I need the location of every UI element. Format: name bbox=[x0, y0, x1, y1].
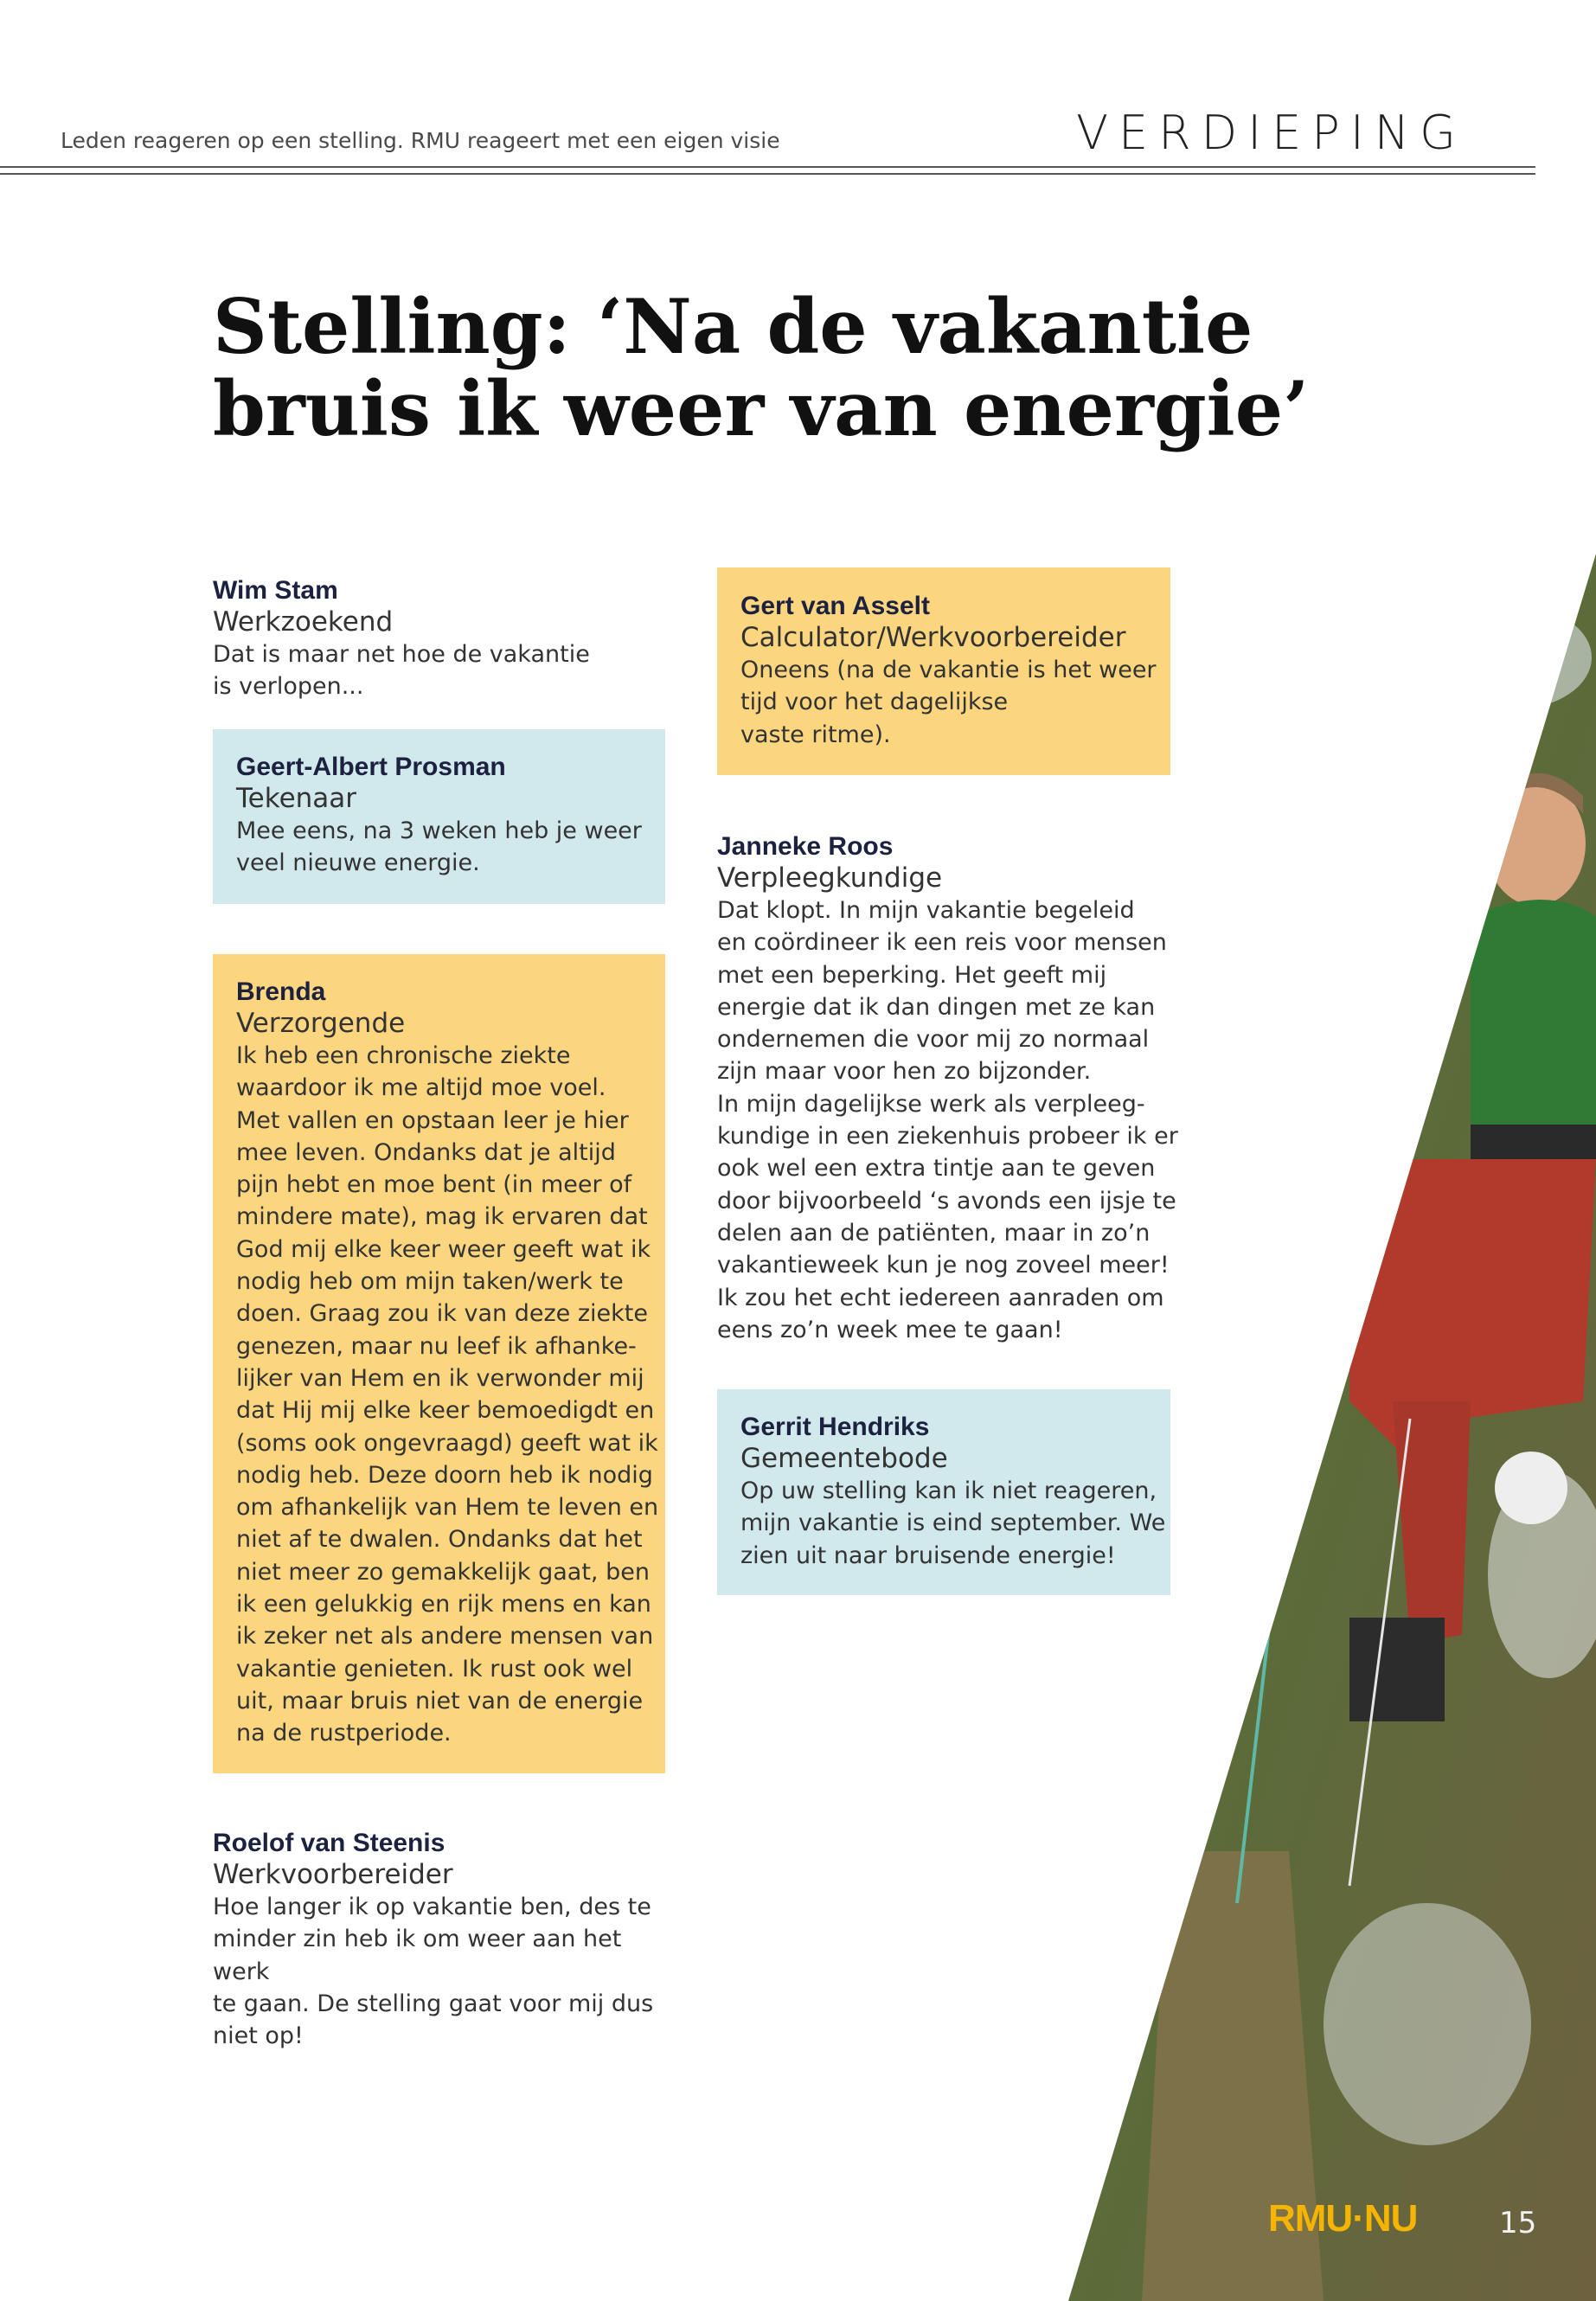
respondent-role: Werkvoorbereider bbox=[213, 1859, 453, 1890]
page-title: Stelling: ‘Na de vakantie bruis ik weer van energie’ bbox=[213, 282, 1310, 453]
respondent-name: Roelof van Steenis bbox=[213, 1829, 445, 1857]
respondent-name: Janneke Roos bbox=[717, 832, 894, 861]
response-text: Dat klopt. In mijn vakantie begeleid en coördineer ik een reis voor mensen met een beperking. Het geeft mij energie dat ik dan dingen met ze kan ondernemen die voor mij zo normaal zijn maar voor hen zo bijzonder. In mijn dagelijkse werk als verpleeg- kundige in een ziekenhuis probeer ik er ook wel een extra tintje aan te geven door bijvoorbeeld ‘s avonds een ijsje te delen aan de patiënten, maar in zo’n vakantieweek kun je nog zoveel meer! Ik zou het echt iedereen aanraden om eens zo’n week mee te gaan! bbox=[717, 897, 1178, 1343]
response-text: Oneens (na de vakantie is het weer tijd voor het dagelijkse vaste ritme). bbox=[740, 657, 1157, 748]
respondent-role: Werkzoekend bbox=[213, 606, 394, 638]
header-rule-top bbox=[0, 166, 1535, 168]
response-text: Dat is maar net hoe de vakantie is verlopen... bbox=[213, 641, 590, 701]
response-text: Op uw stelling kan ik niet reageren, mijn vakantie is eind september. We zien uit naar bruisende energie! bbox=[740, 1477, 1166, 1569]
respondent-role: Calculator/Werkvoorbereider bbox=[740, 622, 1126, 653]
respondent-name: Geert-Albert Prosman bbox=[236, 753, 506, 781]
running-header-subtitle: Leden reageren op een stelling. RMU reageert met een eigen visie bbox=[61, 128, 780, 153]
response-text: Ik heb een chronische ziekte waardoor ik me altijd moe voel. Met vallen en opstaan leer je hier mee leven. Ondanks dat je altijd pijn hebt en moe bent (in meer of mindere mate), mag ik ervaren dat God mij elke keer weer geeft wat ik nodig heb om mijn taken/werk te doen. Graag zou ik van deze ziekte genezen, maar nu leef ik afhanke- lijker van Hem en ik verwonder mij dat Hij mij elke keer bemoedigdt en (soms ook ongevraagd) geeft wat ik nodig heb. Deze doorn heb ik nodig om afhankelijk van Hem te leven en niet af te dwalen. Ondanks dat het niet meer zo gemakkelijk gaat, ben ik een gelukkig en rijk mens en kan ik zeker net als andere mensen van vakantie genieten. Ik rust ook wel uit, maar bruis niet van de energie na de rustperiode. bbox=[236, 1042, 659, 1747]
response-wim-stam bbox=[213, 574, 663, 703]
page-number: 15 bbox=[1499, 2206, 1537, 2240]
response-brenda bbox=[213, 954, 665, 1773]
respondent-name: Gerrit Hendriks bbox=[740, 1413, 930, 1441]
respondent-role: Verzorgende bbox=[236, 1008, 406, 1039]
respondent-role: Gemeentebode bbox=[740, 1443, 948, 1474]
section-label: VERDIEPING bbox=[1076, 106, 1466, 160]
response-roelof-van-steenis bbox=[213, 1827, 680, 2052]
respondent-name: Brenda bbox=[236, 977, 326, 1006]
response-geert-albert-prosman bbox=[213, 729, 665, 904]
response-text: Hoe langer ik op vakantie ben, des te minder zin heb ik om weer aan het werk te gaan. De stelling gaat voor mij dus niet op! bbox=[213, 1894, 654, 2050]
respondent-role: Verpleegkundige bbox=[717, 862, 943, 894]
respondent-name: Gert van Asselt bbox=[740, 592, 930, 620]
respondent-name: Wim Stam bbox=[213, 576, 338, 605]
response-text: Mee eens, na 3 weken heb je weer veel nieuwe energie. bbox=[236, 817, 642, 877]
respondent-role: Tekenaar bbox=[236, 783, 357, 814]
rmu-nu-logo: RMU·NU bbox=[1268, 2197, 1418, 2240]
tree-climber-photo bbox=[1064, 554, 1596, 2301]
header-rule-bottom bbox=[0, 173, 1535, 175]
